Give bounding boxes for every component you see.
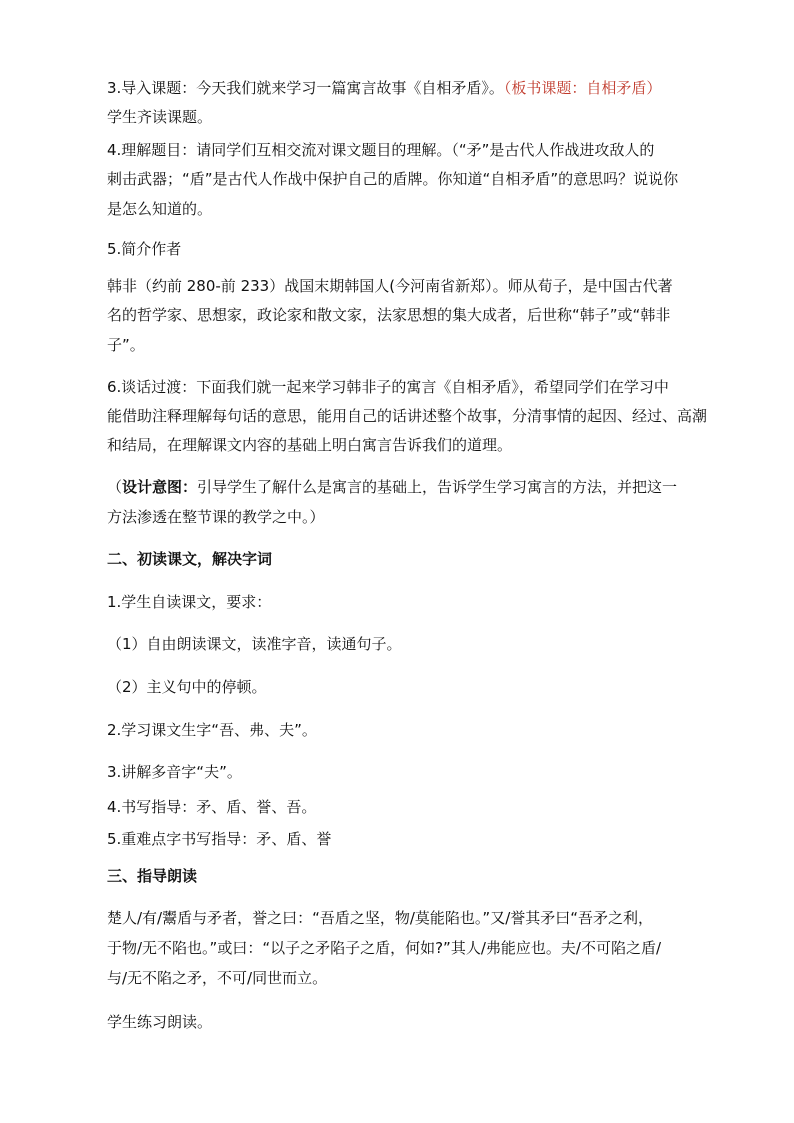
paragraph-4-line-3: 是怎么知道的。 [107,200,213,218]
author-line-2: 名的哲学家、思想家，政论家和散文家，法家思想的集大成者，后世称“韩子”或“韩非 [107,306,671,324]
paragraph-4-line-1: 4.理解题目：请同学们互相交流对课文题目的理解。（“矛”是古代人作战进攻敌人的 [107,141,655,159]
reading-line-1: 楚人/有/鬻盾与矛者，誉之曰：“吾盾之坚，物/莫能陷也。”又/誉其矛曰“吾矛之利， [107,909,654,927]
section-2-item-5: 3.讲解多音字“夫”。 [107,763,242,781]
paragraph-3-main: 3.导入课题：今天我们就来学习一篇寓言故事《自相矛盾》。 [107,79,504,97]
reading-line-2: 于物/无不陷也。”或曰：“以子之矛陷子之盾，何如?”其人/弗能应也。夫/不可陷之盾/ [107,939,661,957]
section-2-item-2: （1）自由朗读课文，读准字音，读通句子。 [107,635,402,653]
section-2-item-1: 1.学生自读课文，要求： [107,593,272,611]
author-line-1: 韩非（约前 280-前 233）战国末期韩国人(今河南省新郑）。师从荀子，是中国古代著 [107,277,673,295]
practice-line: 学生练习朗读。 [107,1013,213,1031]
section-3-heading: 三、指导朗读 [107,867,198,885]
author-line-3: 子”。 [107,336,145,354]
design-intent-line-2: 方法渗透在整节课的教学之中。） [107,508,325,526]
section-2-item-4: 2.学习课文生字“吾、弗、夫”。 [107,721,317,739]
reading-line-3: 与/无不陷之矛，不可/同世而立。 [107,969,328,987]
design-open-paren: （ [107,478,123,496]
paragraph-3 [107,78,661,98]
section-2-item-6: 4.书写指导：矛、盾、誉、吾。 [107,798,317,816]
paragraph-3b: 学生齐读课题。 [107,108,213,126]
design-intent-line-1 [107,477,677,497]
paragraph-5-heading: 5.简介作者 [107,240,182,258]
board-note: （板书课题：自相矛盾） [503,79,662,97]
section-2-item-3: （2）主义句中的停顿。 [107,678,267,696]
paragraph-6-line-1: 6.谈话过渡：下面我们就一起来学习韩非子的寓言《自相矛盾》，希望同学们在学习中 [107,378,669,396]
section-2-heading: 二、初读课文，解决字词 [107,550,273,568]
paragraph-4-line-2: 刺击武器；“盾”是古代人作战中保护自己的盾牌。你知道“自相矛盾”的意思吗？说说你 [107,170,679,188]
paragraph-6-line-3: 和结局，在理解课文内容的基础上明白寓言告诉我们的道理。 [107,436,513,454]
design-intent-label: 设计意图： [122,478,198,496]
section-2-item-7: 5.重难点字书写指导：矛、盾、誉 [107,830,332,848]
paragraph-6-line-2: 能借助注释理解每句话的意思，能用自己的话讲述整个故事，分清事情的起因、经过、高潮 [107,407,708,425]
design-intent-text: 引导学生了解什么是寓言的基础上，告诉学生学习寓言的方法，并把这一 [197,478,678,496]
